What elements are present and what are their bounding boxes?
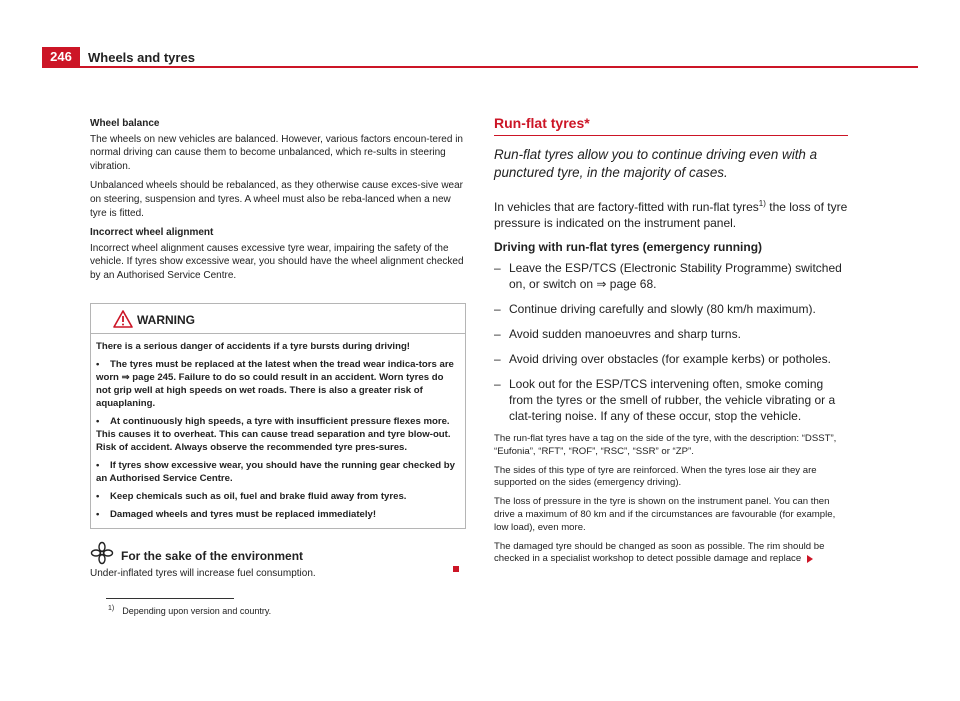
step-item [494,326,848,342]
chapter-title: Wheels and tyres [88,50,195,65]
emergency-running-heading: Driving with run-flat tyres (emergency running) [494,240,763,254]
footnote-rule [106,598,234,599]
warning-title: WARNING [137,313,195,327]
warning-item [96,415,460,454]
warning-item [96,490,460,503]
warning-intro: There is a serious danger of accidents if a tyre bursts during driving! [96,341,411,352]
flower-environment-icon [90,541,114,565]
warning-item [96,358,460,410]
warning-item [96,508,460,521]
step-text: Leave the ESP/TCS (Electronic Stability Programme) switched on, or switch on ⇒ page 68. [509,261,842,291]
warning-item-text: At continuously high speeds, a tyre with insufficient pressure flexes more. This causes it to overheat. This can cause tread separation and tyre blow-out. Risk of accident. Always observe the recommended tyre pres-sures. [96,416,451,453]
details-paragraph-4-text: The damaged tyre should be changed as soon as possible. The rim should be checked in a specialist workshop to detect possible damage and replace [494,540,825,565]
bullet: • [96,359,100,370]
dash: – [494,261,501,275]
section-title-rule [494,135,848,136]
right-column [494,115,848,572]
bullet: • [96,460,100,471]
warning-header [91,304,465,334]
wheel-balance-heading: Wheel balance [90,118,160,129]
warning-item-text: If tyres show excessive wear, you should have the running gear checked by an Authorised Service Centre. [96,460,455,484]
footnote-text: Depending upon version and country. [122,606,272,616]
wheel-balance-paragraph-1: The wheels on new vehicles are balanced. However, various factors encoun-tered in normal driving can cause them to become unbalanced, which re-sults in steering vibration. [90,133,463,172]
section-title: Run-flat tyres* [494,115,590,131]
body-text-b: the loss of tyre pressure is indicated on the instrument panel. [494,200,848,230]
dash: – [494,352,501,366]
environment-title: For the sake of the environment [121,549,304,563]
details-paragraph-1: The run-flat tyres have a tag on the side of the tyre, with the description: “DSST”, “Eufonia”, “RFT”, “ROF”, “RSC”, “SSR” or “ZP”. [494,433,837,457]
dash: – [494,377,501,391]
warning-item-text: Keep chemicals such as oil, fuel and brake fluid away from tyres. [110,491,407,502]
section-end-marker [453,566,459,572]
footnote [108,605,271,616]
bullet: • [96,509,100,520]
page-number: 246 [50,49,72,64]
left-column [90,117,466,289]
continue-arrow-icon [807,555,813,563]
body-paragraph [494,196,848,231]
warning-body [91,334,465,521]
step-text: Continue driving carefully and slowly (80 km/h maximum). [509,302,816,316]
footnote-ref: 1) [758,199,766,208]
step-text: Look out for the ESP/TCS intervening often, smoke coming from the tyres or the smell of rubber, the vehicle vibrating or a clat-tering noise. If any of these occur, stop the vehicle. [509,377,836,423]
details-paragraph-2: The sides of this type of tyre are reinforced. When the tyres lose air they are supported on the sides (emergency driving). [494,464,817,489]
footnote-mark: 1) [108,605,115,612]
dash: – [494,327,501,341]
details-paragraph-3: The loss of pressure in the tyre is shown on the instrument panel. You can then drive a maximum of 80 km and if the circumstances are favourable (for example, low load), even more. [494,496,836,533]
warning-item-text: Damaged wheels and tyres must be replaced immediately! [110,509,377,520]
warning-box [90,303,466,529]
bullet: • [96,416,100,427]
section-intro: Run-flat tyres allow you to continue driving even with a punctured tyre, in the majority of cases. [494,147,818,180]
step-text: Avoid sudden manoeuvres and sharp turns. [509,327,741,341]
step-item [494,351,848,367]
section-body [494,196,848,424]
header-rule [80,66,918,68]
step-text: Avoid driving over obstacles (for example kerbs) or potholes. [509,352,831,366]
body-text-a: In vehicles that are factory-fitted with run-flat tyres [494,200,759,214]
step-item [494,301,848,317]
bullet: • [96,491,100,502]
dash: – [494,302,501,316]
warning-triangle-icon [113,310,133,328]
details-paragraph-4 [494,541,848,567]
warning-item [96,459,460,485]
run-flat-details [494,433,848,566]
wheel-alignment-heading: Incorrect wheel alignment [90,227,214,239]
environment-text: Under-inflated tyres will increase fuel consumption. [90,568,316,579]
wheel-alignment-paragraph: Incorrect wheel alignment causes excessive tyre wear, impairing the safety of the vehicle. If tyres show excessive wear, you should have the wheel alignment checked by an Authorised Service Centre. [90,242,464,281]
step-item [494,260,848,292]
warning-item-text: The tyres must be replaced at the latest when the tread wear indica-tors are worn ⇒ page 245. Failure to do so could result in an accident. Worn tyres do not grip well at high speeds on wet roads. There is also a greater risk of aquaplaning. [96,359,454,409]
wheel-balance-paragraph-2: Unbalanced wheels should be rebalanced, as they otherwise cause exces-sive wear on steering, suspension and tyres. A wheel must also be reba-lanced when a new tyre is fitted. [90,180,463,219]
step-item [494,376,848,424]
